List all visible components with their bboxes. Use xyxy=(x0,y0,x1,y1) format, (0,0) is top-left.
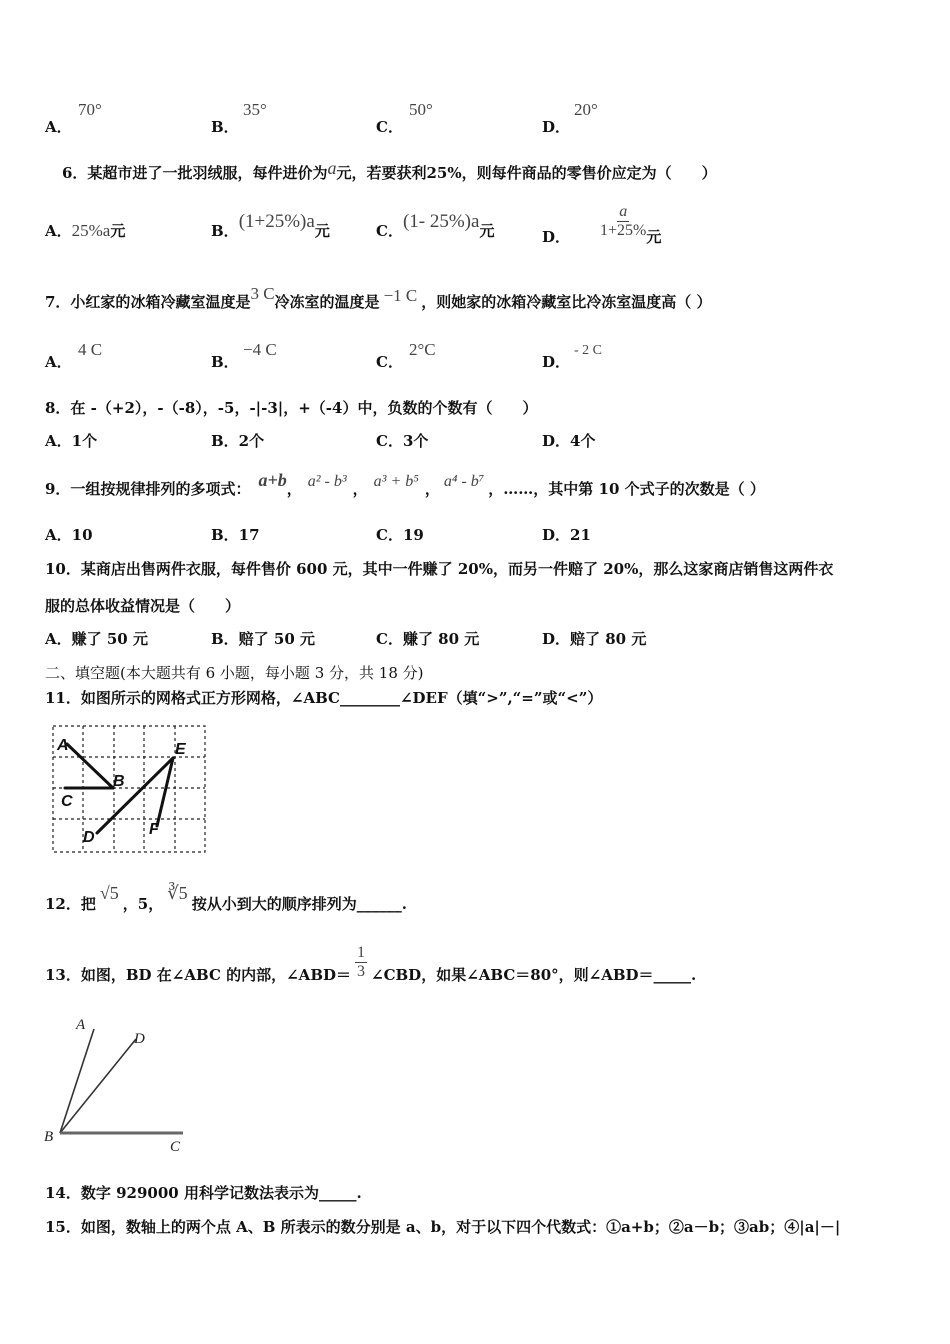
q5-option-c-value: 50° xyxy=(409,100,433,119)
ray-ba xyxy=(60,1029,94,1133)
q8-option-c: C．3个 xyxy=(376,432,429,450)
segment-ef xyxy=(157,758,173,826)
q9-option-a: A．10 xyxy=(45,526,93,544)
q11-grid-figure xyxy=(45,720,215,860)
q5-option-b-label: B． xyxy=(211,118,239,136)
q6-option-a: A．25%a元 xyxy=(45,221,126,240)
segment-de xyxy=(97,758,173,833)
q14-stem: 14．数字 929000 用科学记数法表示为_____. xyxy=(45,1184,362,1202)
q11-label-c: C xyxy=(61,793,73,810)
q5-option-c-label: C． xyxy=(376,118,403,136)
q10-option-a: A．赚了 50 元 xyxy=(45,630,148,648)
q13-label-d: D xyxy=(134,1031,145,1047)
q5-option-b-value: 35° xyxy=(243,100,267,119)
q9-option-c: C．19 xyxy=(376,526,424,544)
q8-option-d: D．4个 xyxy=(542,432,596,450)
q7-option-a-label: A． xyxy=(45,353,72,371)
q15-stem: 15．如图，数轴上的两个点 A、B 所表示的数分别是 a、b，对于以下四个代数式：①a+b；②a－b；③ab；④|a|－| xyxy=(45,1218,841,1236)
q11-label-d: D xyxy=(83,829,95,846)
q11-label-e: E xyxy=(175,741,186,758)
q6-option-b: B．(1+25%)a元 xyxy=(211,211,330,240)
q10-option-b: B．赔了 50 元 xyxy=(211,630,315,648)
q6-stem: 6．某超市进了一批羽绒服，每件进价为a元，若要获利25%，则每件商品的零售价应定为（ ） xyxy=(62,158,717,182)
q9-stem: 9．一组按规律排列的多项式： a+b， a² - b³ ， a³ + b⁵ ， a⁴ - b⁷ ，……，其中第 10 个式子的次数是（ ） xyxy=(45,470,765,498)
q11-label-f: F xyxy=(149,821,159,838)
q13-stem: 13．如图，BD 在∠ABC 的内部，∠ABD＝ $\frac{1}{3}$ ∠CBD，如果∠ABC＝80°，则∠ABD＝_____. xyxy=(45,944,697,984)
q10-option-d: D．赔了 80 元 xyxy=(542,630,647,648)
q12-stem: 12．把√5，5，∛5按从小到大的顺序排列为______. xyxy=(45,883,407,913)
q7-stem: 7．小红家的冰箱冷藏室温度是3 C冷冻室的温度是 −1 C ，则她家的冰箱冷藏室比冷冻室温度高（ ） xyxy=(45,284,712,311)
q5-option-d-label: D． xyxy=(542,118,571,136)
q7-option-b-label: B． xyxy=(211,353,239,371)
q5-option-a-label: A． xyxy=(45,118,72,136)
q13-label-c: C xyxy=(170,1139,181,1155)
q13-angle-figure xyxy=(40,1015,200,1155)
q10-option-c: C．赚了 80 元 xyxy=(376,630,480,648)
q11-stem: 11．如图所示的网格式正方形网格，∠ABC________∠DEF（填“>”,“=”或“<”） xyxy=(45,689,603,707)
q5-option-a-value: 70° xyxy=(78,100,102,119)
q10-stem-line1: 10．某商店出售两件衣服，每件售价 600 元，其中一件赚了 20%，而另一件赔了 20%，那么这家商店销售这两件衣 xyxy=(45,560,834,578)
q8-option-b: B．2个 xyxy=(211,432,265,450)
q10-stem-line2: 服的总体收益情况是（ ） xyxy=(45,597,241,615)
q13-label-a: A xyxy=(76,1017,86,1033)
segment-ab xyxy=(67,744,113,788)
q7-option-c-value: 2°C xyxy=(409,340,436,359)
q6-option-c: C．(1- 25%)a元 xyxy=(376,211,495,240)
q7-option-a-value: 4 C xyxy=(78,340,103,359)
q7-option-d-label: D． xyxy=(542,353,571,371)
q9-option-d: D．21 xyxy=(542,526,591,544)
q9-option-b: B．17 xyxy=(211,526,260,544)
q8-option-a: A．1个 xyxy=(45,432,98,450)
q13-label-b: B xyxy=(44,1129,54,1145)
q7-option-d-value: - 2 C xyxy=(574,343,602,358)
q5-option-d-value: 20° xyxy=(574,100,598,119)
section-2-heading: 二、填空题(本大题共有 6 小题，每小题 3 分，共 18 分) xyxy=(45,664,424,682)
q11-label-b: B xyxy=(113,773,125,790)
ray-bd xyxy=(60,1039,136,1133)
q8-stem: 8．在 -（+2），-（-8），-5，-|-3|，+（-4）中，负数的个数有（ ） xyxy=(45,399,538,417)
q7-option-c-label: C． xyxy=(376,353,403,371)
q11-label-a: A xyxy=(57,737,69,754)
q6-option-d: D． $\frac{a}{1+25\%}$ 元 xyxy=(542,203,662,246)
q7-option-b-value: −4 C xyxy=(243,340,277,359)
